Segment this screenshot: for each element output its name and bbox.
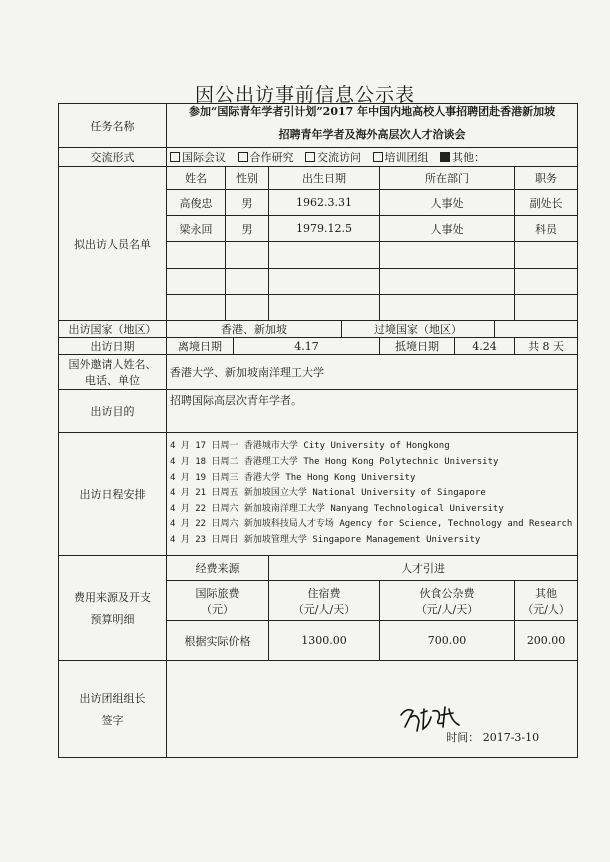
task-value-line1: 参加“国际青年学者引计划”2017 年中国内地高校人事招聘团赴香港新加坡 xyxy=(189,105,556,118)
budget-source-value: 人才引进 xyxy=(269,556,578,581)
personnel-label: 拟出访人员名单 xyxy=(59,167,167,321)
transit-label: 过境国家（地区） xyxy=(342,321,495,338)
list-item: 4 月 19 日周三 香港大学 The Hong Kong University xyxy=(170,472,416,483)
person-name: 高俊忠 xyxy=(167,190,226,216)
return-value: 4.24 xyxy=(455,338,515,355)
inviter-value: 香港大学、新加坡南洋理工大学 xyxy=(167,355,578,390)
sign-date: 时间： 2017-3-10 xyxy=(446,731,540,744)
option-conference[interactable]: 国际会议 xyxy=(170,151,226,164)
budget-meals-value: 700.00 xyxy=(380,621,515,661)
budget-other-value: 200.00 xyxy=(515,621,578,661)
task-label: 任务名称 xyxy=(59,104,167,148)
budget-source-label: 经费来源 xyxy=(167,556,269,581)
budget-travel-value: 根据实际价格 xyxy=(167,621,269,661)
budget-col-meals: 伙食公杂费 （元/人/天） xyxy=(380,581,515,621)
option-research[interactable]: 合作研究 xyxy=(238,151,294,164)
purpose-row xyxy=(59,390,578,433)
country-row xyxy=(59,321,578,338)
person-position: 科员 xyxy=(515,216,578,242)
task-row xyxy=(59,104,578,148)
schedule-label: 出访日程安排 xyxy=(59,433,167,556)
budget-col-travel: 国际旅费 （元） xyxy=(167,581,269,621)
person-name: 梁永回 xyxy=(167,216,226,242)
header-name: 姓名 xyxy=(167,167,226,190)
list-item: 4 月 23 日周日 新加坡管理大学 Singapore Management University xyxy=(170,534,481,545)
checkbox-icon xyxy=(373,152,383,162)
depart-label: 离境日期 xyxy=(167,338,234,355)
list-item: 4 月 18 日周二 香港理工大学 The Hong Kong Polytechnic University xyxy=(170,457,499,468)
option-visit[interactable]: 交流访问 xyxy=(305,151,361,164)
checkbox-icon xyxy=(238,152,248,162)
leader-label: 出访团组组长 签字 xyxy=(59,661,167,758)
header-gender: 性别 xyxy=(226,167,269,190)
inviter-label: 国外邀请人姓名、 电话、单位 xyxy=(59,355,167,390)
dates-label: 出访日期 xyxy=(59,338,167,355)
list-item: 4 月 17 日周一 香港城市大学 City University of Hongkong xyxy=(170,441,450,452)
country-label: 出访国家（地区） xyxy=(59,321,167,338)
inviter-row xyxy=(59,355,578,390)
option-other[interactable]: 其他： xyxy=(440,151,485,164)
budget-col-other: 其他 （元/人） xyxy=(515,581,578,621)
purpose-value: 招聘国际高层次青年学者。 xyxy=(167,390,578,433)
transit-value xyxy=(495,321,578,338)
header-position: 职务 xyxy=(515,167,578,190)
checkbox-icon xyxy=(170,152,180,162)
option-training[interactable]: 培训团组 xyxy=(373,151,429,164)
depart-value: 4.17 xyxy=(234,338,380,355)
list-item: 4 月 22 日周六 新加坡南洋理工大学 Nanyang Technological University xyxy=(170,503,504,514)
list-item: 4 月 21 日周五 新加坡国立大学 National University of Singapore xyxy=(170,488,486,499)
exchange-options xyxy=(167,148,578,167)
purpose-label: 出访目的 xyxy=(59,390,167,433)
return-label: 抵境日期 xyxy=(380,338,455,355)
person-dept: 人事处 xyxy=(380,216,515,242)
dates-row xyxy=(59,338,578,355)
budget-col-lodging: 住宿费 （元/人/天） xyxy=(269,581,380,621)
header-dept: 所在部门 xyxy=(380,167,515,190)
task-value xyxy=(167,104,578,148)
exchange-label: 交流形式 xyxy=(59,148,167,167)
person-birth: 1962.3.31 xyxy=(269,190,380,216)
leader-row xyxy=(59,661,578,758)
country-value: 香港、新加坡 xyxy=(167,321,342,338)
person-position: 副处长 xyxy=(515,190,578,216)
page-title: 因公出访事前信息公示表 xyxy=(194,84,415,106)
checkbox-checked-icon xyxy=(440,152,450,162)
list-item: 4 月 22 日周六 新加坡科技局人才专场 Agency for Science, Technology and Research xyxy=(170,519,573,530)
person-gender: 男 xyxy=(226,216,269,242)
checkbox-icon xyxy=(305,152,315,162)
person-dept: 人事处 xyxy=(380,190,515,216)
person-birth: 1979.12.5 xyxy=(269,216,380,242)
disclosure-form xyxy=(58,103,578,758)
personnel-header-row xyxy=(59,167,578,190)
schedule-row xyxy=(59,433,578,556)
total-days: 共 8 天 xyxy=(515,338,578,355)
budget-lodging-value: 1300.00 xyxy=(269,621,380,661)
person-gender: 男 xyxy=(226,190,269,216)
budget-label: 费用来源及开支 预算明细 xyxy=(59,556,167,661)
budget-source-row xyxy=(59,556,578,581)
exchange-row xyxy=(59,148,578,167)
task-value-line2: 招聘青年学者及海外高层次人才洽谈会 xyxy=(278,128,466,141)
header-birth: 出生日期 xyxy=(269,167,380,190)
schedule-list xyxy=(167,433,578,556)
leader-signature-cell xyxy=(167,661,578,758)
